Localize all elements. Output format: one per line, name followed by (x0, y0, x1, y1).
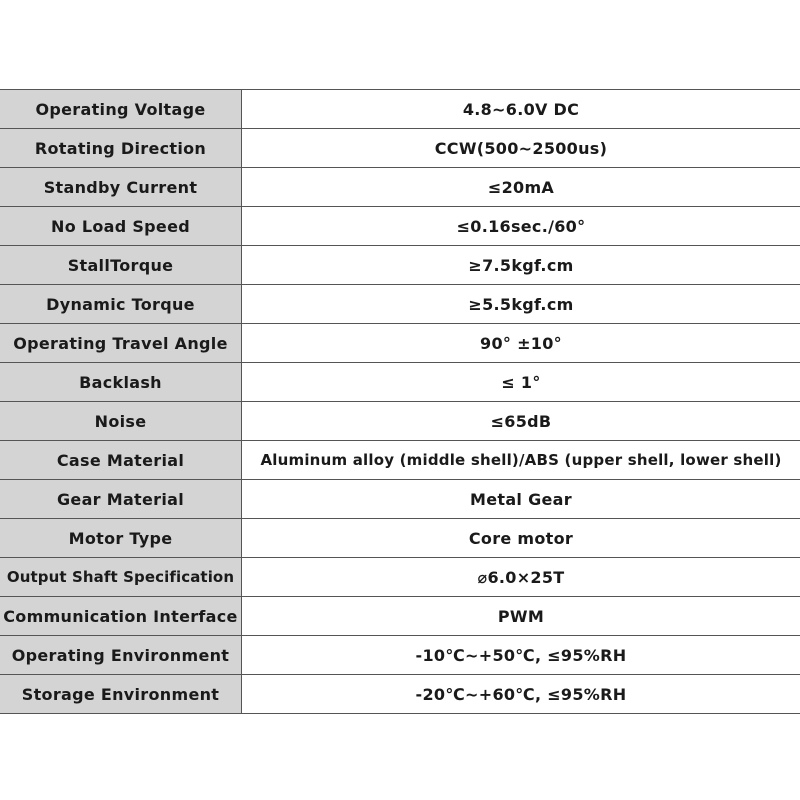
spec-row-storage-environment (0, 675, 800, 714)
spec-row-operating-environment (0, 636, 800, 675)
param-value: -20℃~+60℃, ≤95%RH (242, 675, 800, 714)
param-value: ≤65dB (242, 402, 800, 441)
param-value: ≥7.5kgf.cm (242, 246, 800, 285)
spec-row-standby-current (0, 168, 800, 207)
param-value: PWM (242, 597, 800, 636)
param-label: Output Shaft Specification (0, 558, 242, 597)
spec-row-communication-interface (0, 597, 800, 636)
param-value: ⌀6.0×25T (242, 558, 800, 597)
param-value: ≤20mA (242, 168, 800, 207)
spec-row-rotating-direction (0, 129, 800, 168)
spec-row-no-load-speed (0, 207, 800, 246)
param-label: Case Material (0, 441, 242, 480)
param-label: Noise (0, 402, 242, 441)
spec-row-dynamic-torque (0, 285, 800, 324)
param-label: Operating Travel Angle (0, 324, 242, 363)
spec-row-backlash (0, 363, 800, 402)
spec-row-motor-type (0, 519, 800, 558)
param-value: 4.8~6.0V DC (242, 90, 800, 129)
spec-row-operating-travel-angle (0, 324, 800, 363)
param-value: 90° ±10° (242, 324, 800, 363)
param-label: Operating Environment (0, 636, 242, 675)
param-label: Backlash (0, 363, 242, 402)
spec-row-stall-torque (0, 246, 800, 285)
param-value: ≤ 1° (242, 363, 800, 402)
param-label: Gear Material (0, 480, 242, 519)
spec-row-operating-voltage (0, 90, 800, 129)
spec-row-gear-material (0, 480, 800, 519)
param-label: Standby Current (0, 168, 242, 207)
param-label: Communication Interface (0, 597, 242, 636)
param-label: No Load Speed (0, 207, 242, 246)
spec-row-output-shaft (0, 558, 800, 597)
param-label: Operating Voltage (0, 90, 242, 129)
param-value: Aluminum alloy (middle shell)/ABS (upper shell, lower shell) (242, 441, 800, 480)
param-value: -10℃~+50℃, ≤95%RH (242, 636, 800, 675)
spec-table (0, 89, 800, 714)
spec-row-noise (0, 402, 800, 441)
param-label: Dynamic Torque (0, 285, 242, 324)
param-value: ≤0.16sec./60° (242, 207, 800, 246)
param-label: Rotating Direction (0, 129, 242, 168)
spec-row-case-material (0, 441, 800, 480)
param-value: CCW(500~2500us) (242, 129, 800, 168)
param-label: Storage Environment (0, 675, 242, 714)
param-value: Core motor (242, 519, 800, 558)
param-value: ≥5.5kgf.cm (242, 285, 800, 324)
param-label: Motor Type (0, 519, 242, 558)
param-value: Metal Gear (242, 480, 800, 519)
param-label: StallTorque (0, 246, 242, 285)
